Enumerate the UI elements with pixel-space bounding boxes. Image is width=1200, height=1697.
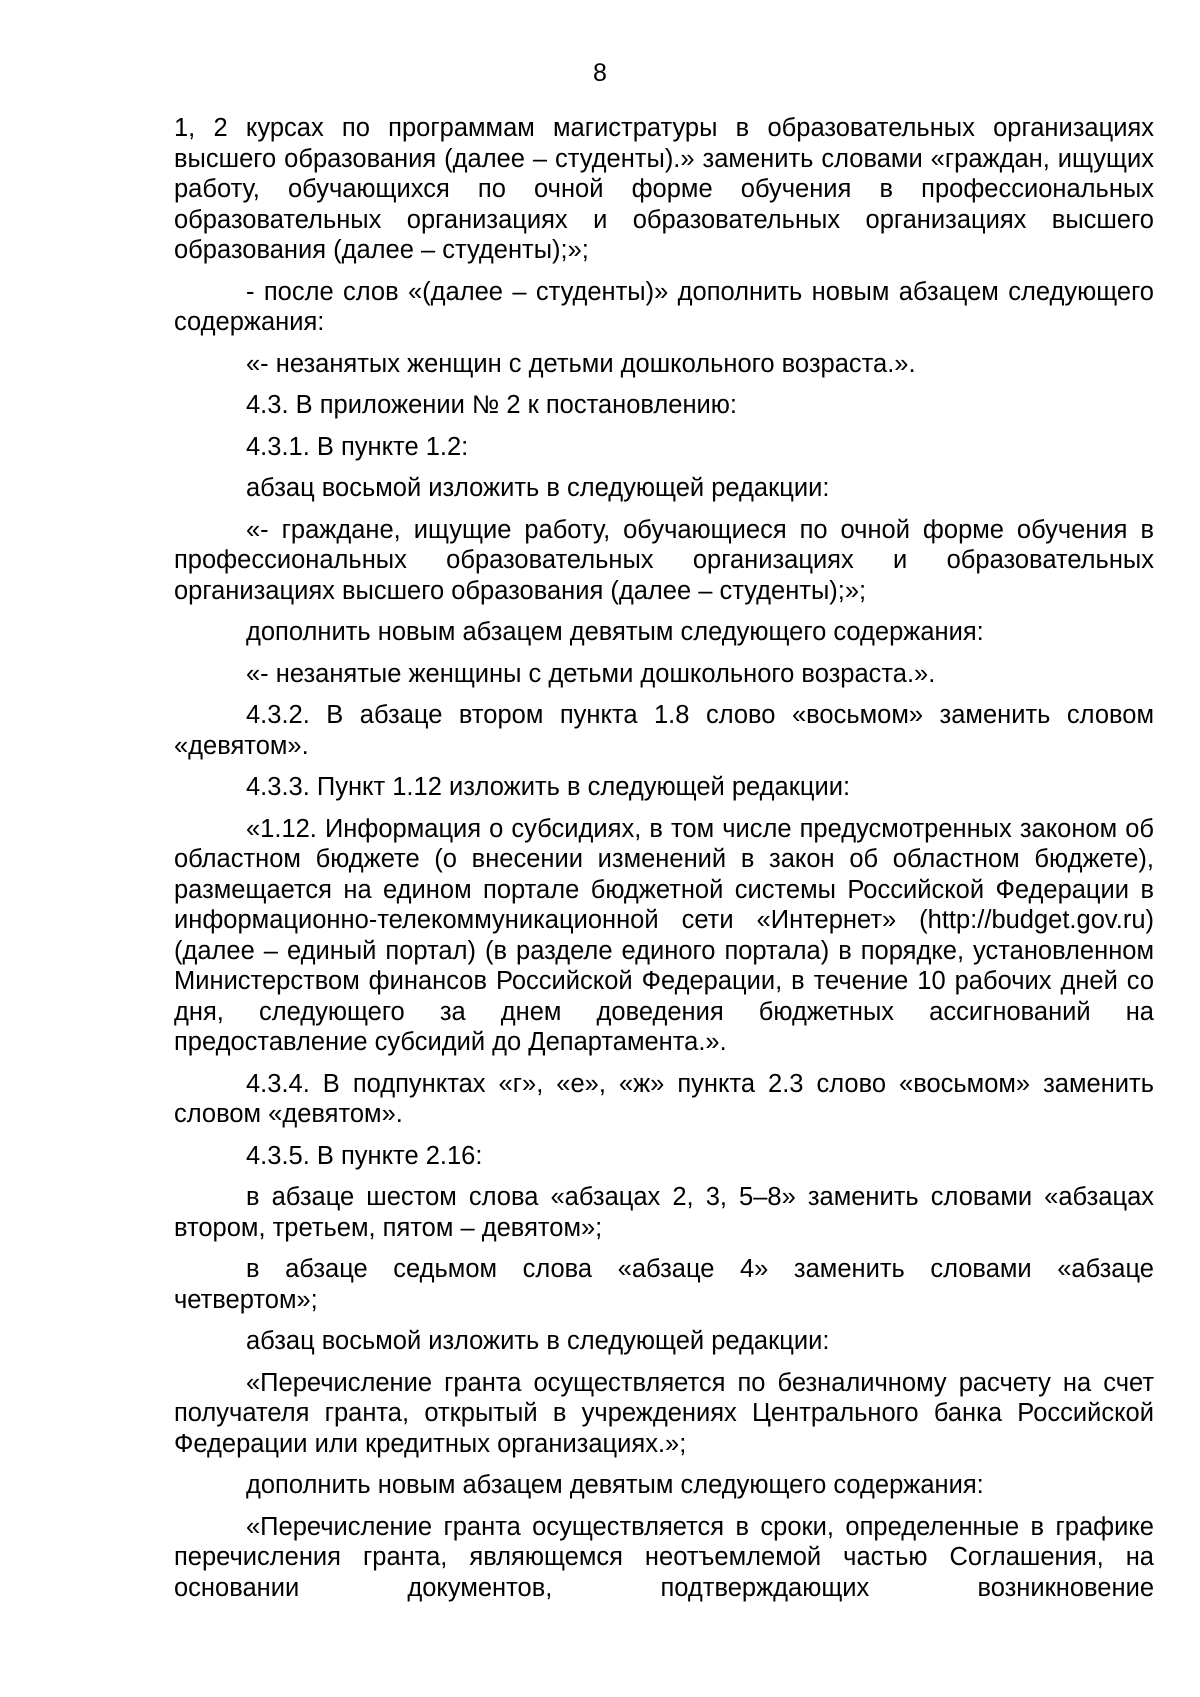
paragraph: 4.3.1. В пункте 1.2: (246, 432, 469, 461)
paragraph: «- незанятых женщин с детьми дошкольного возраста.». (246, 349, 916, 378)
paragraph: «Перечисление гранта осуществляется по безналичному расчету на счет получателя гранта, открытый в учреждениях Центрального банка Российской Федерации или кредитных организациях.»; (174, 1368, 1154, 1458)
paragraph: «- граждане, ищущие работу, обучающиеся по очной форме обучения в профессиональных образовательных организациях и образовательных организациях высшего образования (далее – студенты);»; (174, 515, 1154, 605)
paragraph: 4.3.2. В абзаце втором пункта 1.8 слово «восьмом» заменить словом «девятом». (174, 701, 1154, 760)
paragraph: абзац восьмой изложить в следующей редакции: (246, 474, 830, 502)
paragraph: - после слов «(далее – студенты)» дополнить новым абзацем следующего содержания: (174, 277, 1154, 336)
paragraph: дополнить новым абзацем девятым следующего содержания: (246, 1471, 984, 1499)
paragraph: в абзаце шестом слова «абзацах 2, 3, 5–8» заменить словами «абзацах втором, третьем, пятом – девятом»; (174, 1183, 1154, 1242)
paragraph: абзац восьмой изложить в следующей редакции: (246, 1327, 830, 1355)
paragraph: в абзаце седьмом слова «абзаце 4» заменить словами «абзаце четвертом»; (174, 1255, 1154, 1314)
paragraph: 4.3.4. В подпунктах «г», «е», «ж» пункта 2.3 слово «восьмом» заменить словом «девятом». (174, 1069, 1154, 1128)
document-body (174, 113, 1154, 1603)
page-number: 8 (593, 59, 607, 87)
paragraph: «- незанятые женщины с детьми дошкольного возраста.». (246, 659, 936, 688)
paragraph: 4.3.3. Пункт 1.12 изложить в следующей редакции: (246, 773, 851, 801)
paragraph-continued: «Перечисление гранта осуществляется в сроки, определенные в графике перечисления гранта, являющемся неотъемлемой частью Соглашения, на основании документов, подтверждающих возникновение (174, 1512, 1154, 1602)
paragraph: «1.12. Информация о субсидиях, в том числе предусмотренных законом об областном бюджете (о внесении изменений в закон об областном бюджете), размещается на едином портале бюджетной системы Российской Федерации в информационно-телекоммуникационной сети «Интернет» (http://budget.gov.ru) (далее – единый портал) (в разделе единого портала) в порядке, установленном Министерством финансов Российской Федерации, в течение 10 рабочих дней со дня, следующего за днем доведения бюджетных ассигнований на предоставление субсидий до Департамента.». (174, 814, 1154, 1056)
paragraph-continuation: 1, 2 курсах по программам магистратуры в образовательных организациях высшего образования (далее – студенты).» заменить словами «граждан, ищущих работу, обучающихся по очной форме обучения в профессиональных образовательных организациях и образовательных организациях высшего образования (далее – студенты);»; (174, 114, 1154, 264)
paragraph: 4.3.5. В пункте 2.16: (246, 1141, 483, 1170)
paragraph: 4.3. В приложении № 2 к постановлению: (246, 391, 737, 419)
paragraph: дополнить новым абзацем девятым следующего содержания: (246, 618, 984, 646)
